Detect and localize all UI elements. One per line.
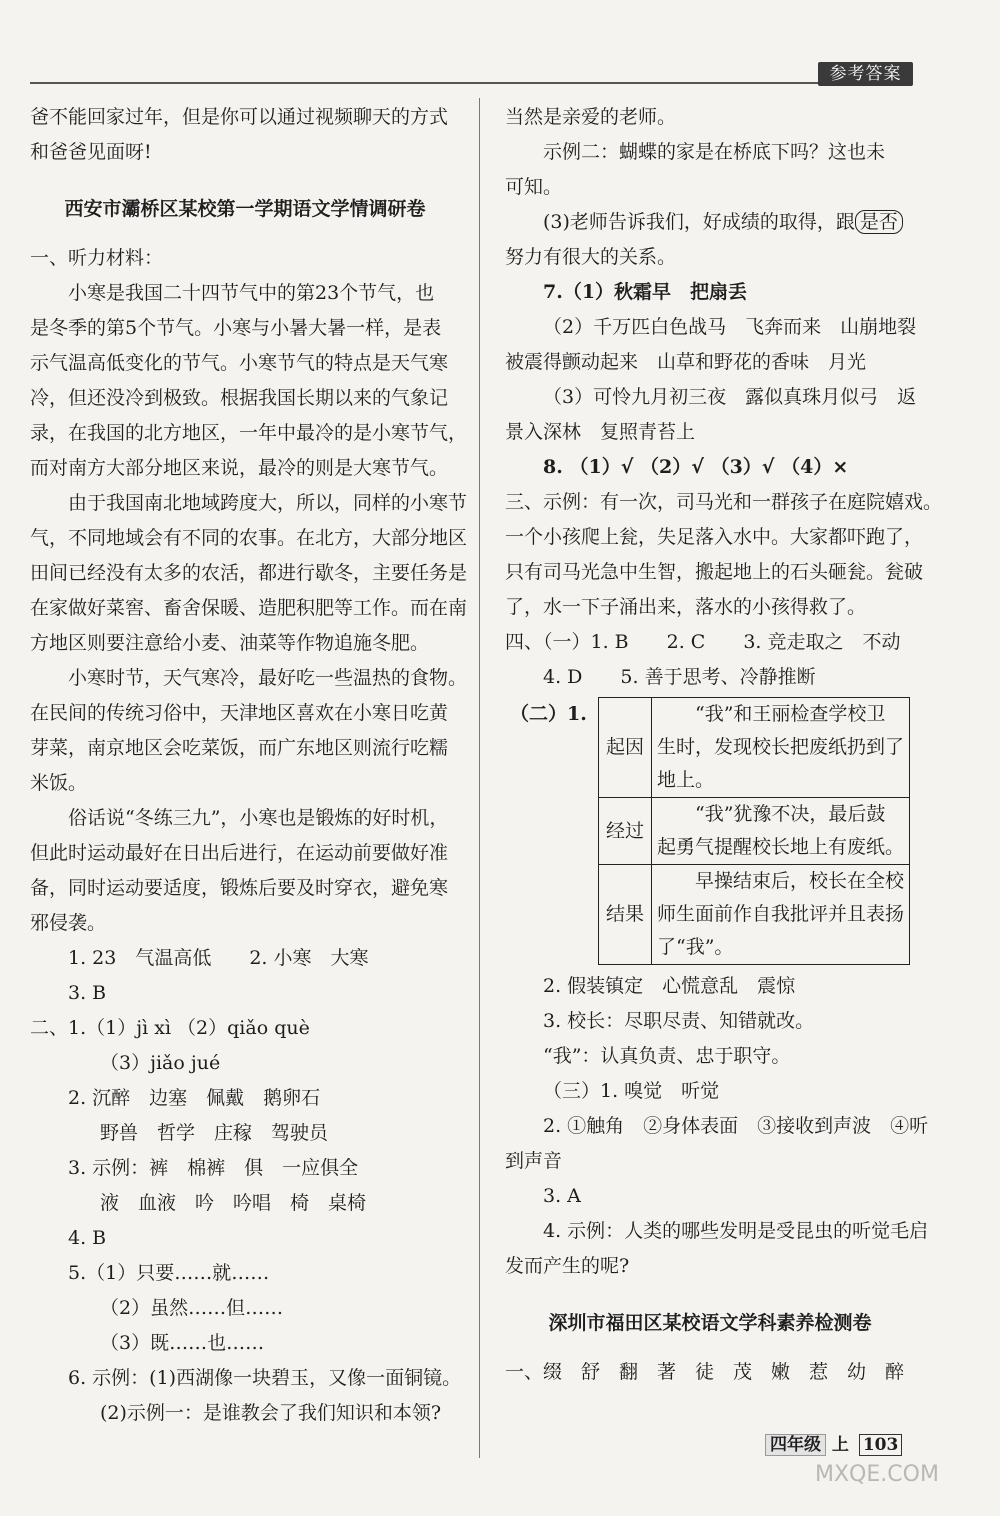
text-line: 小寒是我国二十四节气中的第23个节气，也 [68, 282, 435, 304]
table-cell-value: “我”犹豫不决，最后鼓起勇气提醒校长地上有废纸。 [652, 798, 910, 865]
table-cell-key: 结果 [599, 865, 652, 965]
text-line: 只有司马光急中生智，搬起地上的石头砸瓮。瓮破 [505, 561, 924, 583]
listening-paragraph [30, 661, 468, 801]
answer-line: 当然是亲爱的老师。 [505, 106, 677, 128]
text-line: 俗话说“冬练三九”，小寒也是锻炼的好时机， [68, 807, 449, 829]
answer-line: 2. ①触角 ②身体表面 ③接收到声波 ④听 [543, 1115, 929, 1137]
listening-paragraph [30, 801, 460, 941]
check-mark: √ [620, 456, 634, 478]
table-row [599, 698, 910, 798]
answer-line: 7.（1）秋霜早 把扇丢 [543, 281, 748, 303]
answer-line: 6. 示例：(1)西湖像一块碧玉，又像一面铜镜。 [68, 1367, 462, 1389]
check-mark: √ [691, 456, 704, 478]
left-column [30, 100, 468, 1431]
header-rule [30, 82, 825, 84]
table-row [599, 798, 910, 865]
text-line: 在民间的传统习俗中，天津地区喜欢在小寒日吃黄 [30, 702, 449, 724]
answer-line: 四、（一）1. B 2. C 3. 竞走取之 不动 [505, 631, 901, 653]
listening-paragraph [30, 486, 468, 661]
text-line: 示气温高低变化的节气。小寒节气的特点是天气寒 [30, 352, 449, 374]
answer-line: 二、1.（1）jì xì （2）qiǎo què [30, 1017, 310, 1039]
answer-line: （3）jiǎo jué [100, 1052, 221, 1074]
answer-line: (2)示例一：是谁教会了我们知识和本领? [100, 1402, 442, 1424]
check-mark: √ [761, 456, 775, 478]
answer-line: （3）可怜九月初三夜 露似真珠月似弓 返 [543, 386, 917, 408]
answer-line: “我”：认真负责、忠于职守。 [543, 1045, 791, 1067]
answer-line: （2）千万匹白色战马 飞奔而来 山崩地裂 [543, 316, 917, 338]
header-badge: 参考答案 [818, 62, 913, 86]
section-three [505, 485, 943, 625]
question-heading: 一、听力材料： [30, 247, 164, 269]
answer-line: 4. 示例：人类的哪些发明是受昆虫的听觉毛启 [543, 1220, 929, 1242]
answer-line: 3. 示例：裤 棉裤 俱 一应俱全 [68, 1157, 359, 1179]
answer-text: (3)老师告诉我们，好成绩的取得，跟 [543, 211, 855, 233]
table-row [599, 865, 910, 965]
section-title: 西安市灞桥区某校第一学期语文学情调研卷 [64, 198, 426, 220]
answer-line: 3. B [68, 982, 107, 1004]
text-line: 芽菜，南京地区会吃菜饭，而广东地区则流行吃糯 [30, 737, 449, 759]
volume-label: 上 [831, 1435, 849, 1455]
table-cell-key: 起因 [599, 698, 652, 798]
q8-item: （4） [781, 456, 833, 478]
answer-line: 2. 假装镇定 心慌意乱 震惊 [543, 975, 796, 997]
answer-line: （2）虽然……但…… [100, 1297, 284, 1319]
text-line: 邪侵袭。 [30, 912, 107, 934]
answer-line: 5.（1）只要……就…… [68, 1262, 270, 1284]
answer-line: 4. B [68, 1227, 107, 1249]
answer-line: 可知。 [505, 176, 563, 198]
continued-text: 和爸爸见面呀! [30, 141, 152, 163]
table-cell-key: 经过 [599, 798, 652, 865]
page-footer [765, 1430, 902, 1455]
continued-text: 爸不能回家过年，但是你可以通过视频聊天的方式 [30, 106, 449, 128]
listening-paragraph [30, 276, 468, 486]
circled-answer: 是否 [855, 210, 903, 234]
answer-line: 示例二：蝴蝶的家是在桥底下吗？这也未 [543, 141, 886, 163]
text-line: 气，不同地域会有不同的农事。在北方，大部分地区 [30, 527, 468, 549]
watermark: MXQE.COM [815, 1462, 939, 1487]
text-line: 一个小孩爬上瓮，失足落入水中。大家都吓跑了， [505, 526, 924, 548]
text-line: 而对南方大部分地区来说，最冷的则是大寒节气。 [30, 457, 449, 479]
cross-mark: × [832, 456, 849, 478]
answer-line: 一、缀 舒 翻 著 徒 茂 嫩 惹 幼 醉 [505, 1361, 905, 1383]
plot-table [598, 697, 910, 965]
text-line: 在家做好菜窖、畜舍保暖、造肥积肥等工作。而在南 [30, 597, 468, 619]
answer-line: 被震得颤动起来 山草和野花的香味 月光 [505, 351, 867, 373]
answer-line-q8 [505, 450, 915, 485]
answer-line: （3）既……也…… [100, 1332, 265, 1354]
answer-line [505, 205, 915, 240]
answer-line: 到声音 [505, 1150, 563, 1172]
text-line: 了，水一下子涌出来，落水的小孩得救了。 [505, 596, 867, 618]
answer-line: 2. 沉醉 边塞 佩戴 鹅卵石 [68, 1087, 321, 1109]
answer-line: 野兽 哲学 庄稼 驾驶员 [100, 1122, 329, 1144]
answer-line: 液 血液 吟 吟唱 椅 桌椅 [100, 1192, 367, 1214]
column-divider [479, 98, 480, 1458]
page-number: 103 [859, 1434, 903, 1456]
q8-item: （3） [710, 456, 762, 478]
table-label: （二）1. [510, 703, 587, 725]
answer-line: 3. 校长：尽职尽责、知错就改。 [543, 1010, 815, 1032]
answer-line: 1. 23 气温高低 2. 小寒 大寒 [68, 947, 369, 969]
table-cell-value: “我”和王丽检查学校卫生时，发现校长把废纸扔到了地上。 [652, 698, 910, 798]
section-title: 深圳市福田区某校语文学科素养检测卷 [548, 1312, 872, 1334]
text-line: 由于我国南北地域跨度大，所以，同样的小寒节 [68, 492, 468, 514]
text-line: 备，同时运动要适度，锻炼后要及时穿衣，避免寒 [30, 877, 449, 899]
answer-line: 努力有很大的关系。 [505, 246, 677, 268]
text-line: 田间已经没有太多的农活，都进行歇冬，主要任务是 [30, 562, 468, 584]
plot-table-block [505, 697, 915, 965]
table-cell-value: 早操结束后，校长在全校师生面前作自我批评并且表扬了“我”。 [652, 865, 910, 965]
answer-line: 景入深林 复照青苔上 [505, 421, 696, 443]
answer-line: （三）1. 嗅觉 听觉 [543, 1080, 720, 1102]
right-column [505, 100, 943, 1390]
answer-line: 发而产生的呢? [505, 1255, 630, 1277]
grade-label: 四年级 [765, 1434, 826, 1456]
q8-item: （1） [569, 456, 621, 478]
text-line: 但此时运动最好在日出后进行，在运动前要做好准 [30, 842, 449, 864]
text-line: 录，在我国的北方地区，一年中最冷的是小寒节气， [30, 422, 468, 444]
text-line: 是冬季的第5个节气。小寒与小暑大暑一样，是表 [30, 317, 442, 339]
text-line: 小寒时节，天气寒冷，最好吃一些温热的食物。 [68, 667, 468, 689]
answer-line: 4. D 5. 善于思考、冷静推断 [543, 666, 816, 688]
text-line: 米饭。 [30, 772, 88, 794]
text-line: 三、示例：有一次，司马光和一群孩子在庭院嬉戏。 [505, 491, 943, 513]
text-line: 方地区则要注意给小麦、油菜等作物追施冬肥。 [30, 632, 430, 654]
text-line: 冷，但还没冷到极致。根据我国长期以来的气象记 [30, 387, 449, 409]
q8-item: （2） [640, 456, 692, 478]
q8-label: 8. [543, 456, 563, 478]
answer-line: 3. A [543, 1185, 581, 1207]
